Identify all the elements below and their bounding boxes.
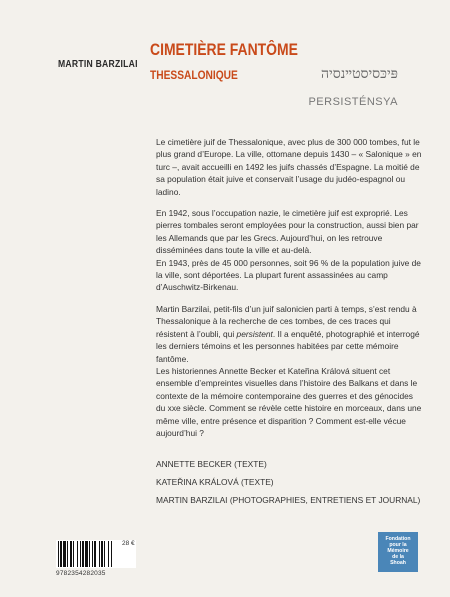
logo-line: de la	[392, 554, 404, 560]
barcode-bar	[60, 541, 62, 567]
book-subtitle: THESSALONIQUE	[150, 68, 238, 82]
barcode-bar	[77, 541, 78, 567]
barcode-bar	[63, 541, 66, 567]
paragraph-expropriation-a: En 1942, sous l’occupation nazie, le cimetière juif est exproprié. Les pierres tombales seront employées pour la construction, aussi bien par les Allemands que par les Grecs. Aujourd’hui, on les retrouve disséminées dans toute la ville et au-delà.	[156, 208, 419, 256]
barcode-bar	[111, 541, 112, 567]
paragraph-history: Le cimetière juif de Thessalonique, avec plus de 300 000 tombes, fut le plus grand d’Europe. La ville, ottomane depuis 1430 – « Salonique » en turc –, avait accueilli en 1492 les juifs chassés d’Espagne. La moitié de sa population était juive et conservait l’usage du judéo-espagnol ou ladino.	[156, 137, 422, 197]
paragraph-historians: Les historiennes Annette Becker et Kateřina Králová situent cet ensemble d’empreintes visuelles dans l’histoire des Balkans et dans le contexte de la mémoire contemporaine des guerres et des génocides du xxe siècle. Comment se révèle cette histoire en morceaux, dans une même ville, entre présence et disparition ? Comment est-elle vécue aujourd’hui ?	[156, 365, 422, 438]
paragraph-author-start: Martin Barzilai, petit-fils d’un juif salonicien parti à temps, s’est rendu à Thessalonique à la recherche de ces tombes, de ces traces qui résistent à l’oubli, qui	[156, 303, 417, 339]
barcode-bar	[67, 541, 68, 567]
barcode-bar	[58, 541, 59, 567]
credit-line: KATEŘINA KRÁLOVÁ (TEXTE)	[156, 477, 274, 487]
barcode-bar	[70, 541, 72, 567]
barcode-bar	[104, 541, 105, 567]
barcode-bar	[101, 541, 103, 567]
blurb-text	[156, 136, 424, 448]
isbn-number: 9782354282035	[56, 570, 106, 577]
credit-line: MARTIN BARZILAI (PHOTOGRAPHIES, ENTRETIENS ET JOURNAL)	[156, 495, 421, 505]
paragraph-author-emphasis: persistent	[236, 328, 273, 339]
yiddish-title: פּיכּסיסטײנסיה	[321, 66, 398, 82]
credits-list	[156, 458, 436, 512]
paragraph-author-end: . Il a enquêté, photographié et interrogé les derniers témoins et les personnes habitées par cette mémoire fantôme.	[156, 328, 420, 364]
credit-line: ANNETTE BECKER (TEXTE)	[156, 459, 267, 469]
barcode-bar	[92, 541, 93, 567]
barcode-bar	[89, 541, 90, 567]
author-name: MARTIN BARZILAI	[58, 58, 138, 70]
paragraph-author	[156, 303, 424, 439]
foundation-logo	[378, 532, 418, 572]
barcode-bar	[85, 541, 88, 567]
book-title: CIMETIÈRE FANTÔME	[150, 40, 298, 59]
barcode-bar	[82, 541, 84, 567]
barcode-bar	[80, 541, 81, 567]
ladino-title: PERSISTÉNSYA	[308, 96, 398, 108]
paragraph-deportation: En 1943, près de 45 000 personnes, soit 96 % de la population juive de la ville, sont déportées. La plupart furent assassinées au camp d’Auschwitz-Birkenau.	[156, 257, 421, 293]
logo-line: Fondation	[385, 536, 411, 542]
logo-line: pour la	[389, 542, 407, 548]
price-label: 28 €	[122, 540, 135, 547]
paragraph-expropriation	[156, 207, 424, 294]
barcode-bar	[73, 541, 74, 567]
barcode-bar	[108, 541, 109, 567]
logo-line: Shoah	[390, 560, 406, 566]
barcode-bar	[99, 541, 100, 567]
logo-line: Mémoire	[387, 548, 409, 554]
barcode-bar	[94, 541, 96, 567]
